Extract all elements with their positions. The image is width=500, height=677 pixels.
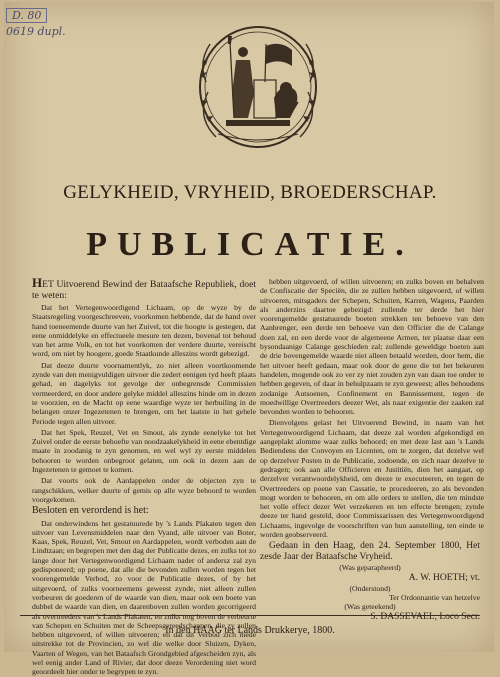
paragraph: Dat voorts ook de Aardappelen onder de objecten zyn te rangschikken, welker duurte of gemis op alle wyze behoord te worden voorgekomen. — [32, 476, 256, 504]
footer-rule — [20, 615, 480, 616]
signature-note: (Was geparapheerd) — [339, 563, 401, 573]
printer-imprint: In den HAAG ter Lands Drukkerye, 1800. — [165, 625, 335, 636]
paragraph: Dat het Vertegenwoordigend Lichaam, op de wyze by de Staatsregeling voorgeschreeven, voorkomen hebbende, dat de hand over hand toeneemende duurte van het Zuivel, tot die hoogte is gestegen, dat eene onmiddelyke en effectueele mesure ten dezen, bovenal tot behoud van het arme Volk, en tot het voorkomen der verdere duurte, vereischt word, om niet by hoogere, goede Staatkunde alleszins wordt gebezigd. — [32, 303, 256, 359]
paragraph: Dienvolgens gelast het Uitvoerend Bewind, in naam van het Vertegenwoordigend Lichaam, dat deeze zal worden afgekondigd en aangeplakt alomme waar zulks behoord; en met deze last aan 's Lands Bediendens der Convoyen en Licenten, om te zorgen, dat dezelve wel op derzelver Posten in de Publicatie, zodoende, en zich naar dezelve te gedragen; ook aan alle Officieren en Justitiën, dien het aangaat, op derzelver verantwoordelykheid, om deeze te executeeren, en tegen de Overtreeders op poene van Cassatie, te procedeeren, zo als bevonden mogt worden te behooren, en om alle orders te stellen, die ten mindste het volle effect dezer Wet verzekeren en ten effecte brengen; zynde deeze ter hand gesteld, door Commissarissen des Vertegenwoordigend Lichaams, ingevolge de voorschriften van hun aanstelling, ten einde te worden geobserveerd. — [260, 418, 484, 540]
signature-note: (Was geteekend) — [344, 602, 396, 612]
document-title: PUBLICATIE. — [86, 226, 414, 263]
right-text-column — [260, 277, 484, 622]
paragraph: Dat deeze duurte voornamentlyk, zo niet alleen voortkoomende zynde van den menigvuldigen uitvoer die zedert eenigen tyd heeft plaats gehad, en dagelyks tot gevolge der onbegrensde Commissien vermeerderd, en door andere gelyke middel alleszins hinde om in dezen te voorzien, en de Macht op eene waardige wyze ter herbuiling in de belangen onzer Ingezetenen te brengen, om het laatste in het gehele Periode tegen allen uitvoer. — [32, 360, 256, 426]
signer-dassevael: S. DASSEVAEL, Loco Secr. — [370, 611, 480, 622]
batavian-emblem-vignette — [188, 22, 328, 160]
signature-note: (Onderstond) — [349, 583, 391, 593]
paragraph: Dat onderwindens het gestatuurede by 's Lands Plakaten tegen den uitvoer van Levensmiddelen naar den Vyand, alle uitvoer van Boter, Kaas, Spek, Reuzel, Vet, Smout en Aardappelen, wordt verboden aan de Lindtzaan; en begrepen met den dag der Publicatie dezes, en zulks tot zo lange door het Vertegenwoordigend Lichaam nader of andersz zal zyn gedisponeerd; op poene, dat alle die bevonden zullen worden tegen het voorengemelde Verbod, zo voor de Publicatie dezes, of by het uitgevoerd, of zulks voorneemens geweest zynde, niet alleen zullen verbeuren de goederen of de waarde van dien, maar ook een boete van dubbel de waarde van dien, en daarenboven zullen worden gecorrigeerd als overtreeders van 's Lands Plakaten, en zulks nog boven de verbeurte van Schepen en Schuiten met de Scheepsgereedschappen, die zy zullen hebben uitgevoerd, of willen uitvoeren; en dat dit Verbod zich mede uitstrekke tot de Provincien, zo wel die welke door Sluizen, Dyken, Vaarten of Wegen, van het Bataafsch Grondgebied afgescheiden zyn, als wel eenig ander Land of Rivier, dat door deeze Verordening niet word geoordeelt hier onder te begrypen te zyn. — [32, 518, 256, 677]
archive-shelfmark: D. 80 — [6, 8, 47, 23]
order-line: Ter Ordonnantie van hetzelve — [388, 592, 480, 602]
intro-paragraph — [32, 277, 256, 301]
republic-motto: GELYKHEID, VRYHEID, BROEDERSCHAP. — [63, 182, 437, 203]
paragraph: hebben uitgevoerd, of willen uitvoeren; en zulks boven en behalven de Confiscatie der Speciën, die ze zullen hebben uitgevoerd, of willen uitvoeren, mitsgaders der Schepen, Schuiten, Karren, Wagens, Paarden als anderzins daartoe gebezigd: zullende ter derde het hier voorengemelde gestatuurede boeten strekken ten behoeve van den Aanbrenger, een derde ten behoeve van den Officier die de Calange doen zal, en een derde voor de algemeene Armen, ter plaatse daar een bysondaanige Calange geschieden zal; zullende geweldige boeten aan de drie bovengemelde waarde niet alleen betaald worden, door hem, die het uitvoer heeft gedaan, maar ook door de gene die tot het bekeuren handelen, mogende ook zo ver zy niet zouden zyn van daan toe onder te hebben gegeven, of daar in behulpzaam te zyn geweest; alles behoudens zodanige Autsoenen, Confinement en Bannissement, tegen de moedwillige Overtreeders deezer Wet, als naar exigentie der zaaken zal bevonden worden te behooren. — [260, 277, 484, 417]
date-line: Gedaan in den Haag, den 24. September 1800, Het zesde Jaar der Bataafsche Vryheid. — [260, 541, 480, 563]
signer-hoeth: A. W. HOETH; vt. — [408, 572, 480, 583]
drop-initial: H — [32, 275, 43, 290]
resolution-heading: Besloten en verordend is het: — [32, 505, 149, 517]
intro-text: ET Uitvoerend Bewind der Bataafsche Republiek, doet te weten: — [32, 279, 256, 301]
archive-shelfmark-duplicate: 0619 dupl. — [6, 25, 66, 38]
paragraph: Dat het Spek, Reuzel, Vet en Smout, als zynde eenelyke tot het Zuivel onder de eerste behoefte van noodzaakelykheid in eene ebentdige maate in zoodanig te zyn genomen, en wel wyl zy eerste middelen behooren te worden onbegroot gelaten, om ook in dezen aan de Ingezetenen te gemoet te komen. — [32, 427, 256, 475]
